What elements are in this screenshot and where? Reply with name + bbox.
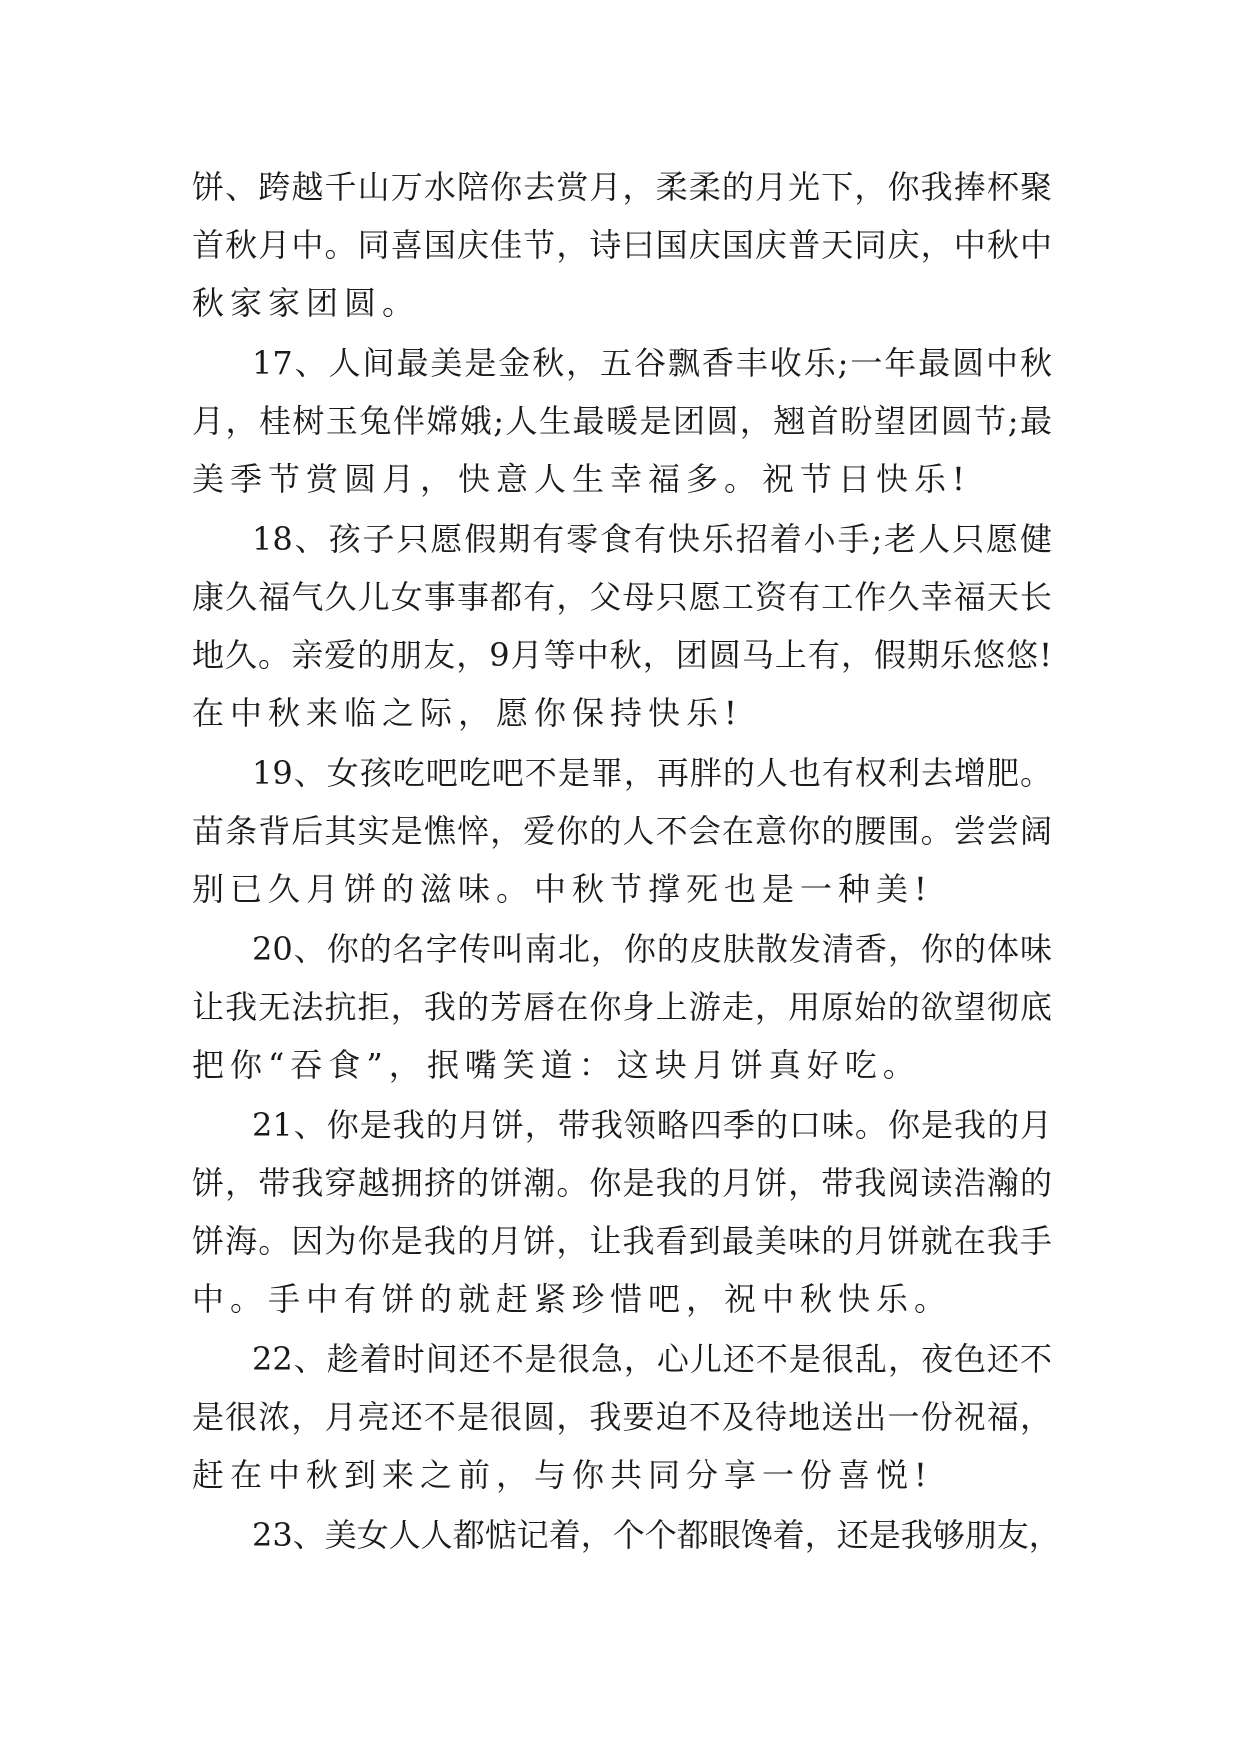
text-line: 19、女孩吃吧吃吧不是罪，再胖的人也有权利去增肥。: [252, 754, 1052, 792]
text-line: 中。手中有饼的就赶紧珍惜吧，祝中秋快乐。: [192, 1280, 953, 1318]
text-line: 在中秋来临之际，愿你保持快乐!: [192, 694, 743, 732]
text-line: 饼，带我穿越拥挤的饼潮。你是我的月饼，带我阅读浩瀚的: [192, 1164, 1052, 1202]
text-line: 地久。亲爱的朋友，9月等中秋，团圆马上有，假期乐悠悠!: [192, 636, 1052, 674]
text-line: 20、你的名字传叫南北，你的皮肤散发清香，你的体味: [252, 930, 1052, 968]
text-line: 把你“吞食”，抿嘴笑道：这块月饼真好吃。: [192, 1046, 921, 1084]
text-line: 月，桂树玉兔伴嫦娥;人生最暖是团圆，翘首盼望团圆节;最: [192, 402, 1052, 440]
text-line: 康久福气久儿女事事都有，父母只愿工资有工作久幸福天长: [192, 578, 1052, 616]
text-line: 秋家家团圆。: [192, 284, 421, 322]
text-line: 苗条背后其实是憔悴，爱你的人不会在意你的腰围。尝尝阔: [192, 812, 1052, 850]
text-line: 别已久月饼的滋味。中秋节撑死也是一种美!: [192, 870, 933, 908]
text-line: 美季节赏圆月，快意人生幸福多。祝节日快乐!: [192, 460, 971, 498]
text-line: 22、趁着时间还不是很急，心儿还不是很乱，夜色还不: [252, 1340, 1052, 1378]
text-line: 饼、跨越千山万水陪你去赏月，柔柔的月光下，你我捧杯聚: [192, 168, 1052, 206]
text-line: 21、你是我的月饼，带我领略四季的口味。你是我的月: [252, 1106, 1052, 1144]
text-line: 是很浓，月亮还不是很圆，我要迫不及待地送出一份祝福，: [192, 1398, 1052, 1436]
text-line: 饼海。因为你是我的月饼，让我看到最美味的月饼就在我手: [192, 1222, 1052, 1260]
text-line: 让我无法抗拒，我的芳唇在你身上游走，用原始的欲望彻底: [192, 988, 1052, 1026]
text-line: 赶在中秋到来之前，与你共同分享一份喜悦!: [192, 1456, 933, 1494]
text-line: 17、人间最美是金秋，五谷飘香丰收乐;一年最圆中秋: [252, 344, 1052, 382]
text-line: 23、美女人人都惦记着，个个都眼馋着，还是我够朋友，: [252, 1516, 1061, 1554]
text-line: 18、孩子只愿假期有零食有快乐招着小手;老人只愿健: [252, 520, 1052, 558]
text-line: 首秋月中。同喜国庆佳节，诗曰国庆国庆普天同庆，中秋中: [192, 226, 1052, 264]
